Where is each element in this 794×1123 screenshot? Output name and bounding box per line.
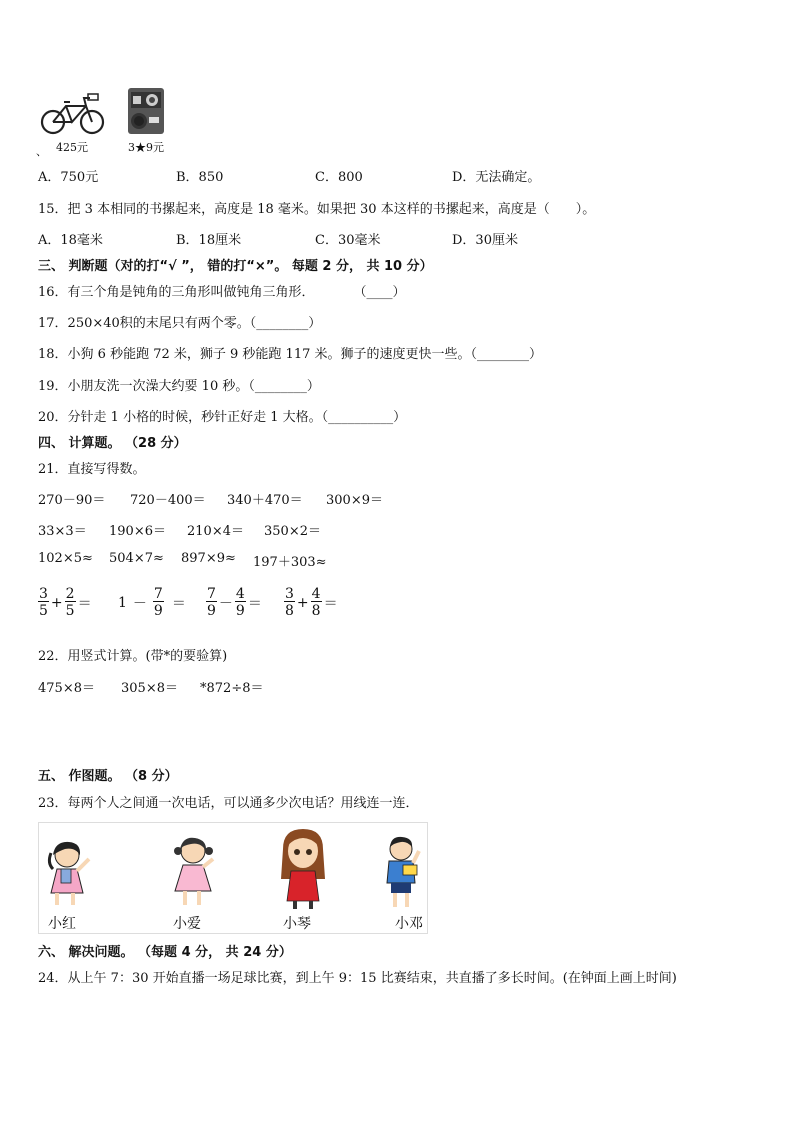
boy-illustration <box>379 835 427 911</box>
speaker-icon <box>127 87 165 135</box>
calc-item: 102×5≈ <box>38 551 93 566</box>
child-name: 小红 <box>48 916 76 932</box>
bicycle-price: 425元 <box>56 141 88 154</box>
calc-item: 350×2＝ <box>264 524 321 539</box>
q15-option-a: A．18毫米 <box>38 233 103 248</box>
section-6-title: 六、 解决问题。 （每题 4 分， 共 24 分） <box>38 945 292 960</box>
fraction: $\frac{3}{8}$ <box>285 586 294 619</box>
speaker-price: 3★9元 <box>128 141 164 154</box>
section-5-title: 五、 作图题。 （8 分） <box>38 769 178 784</box>
q14-option-d: D．无法确定。 <box>452 170 541 185</box>
children-picture <box>38 822 428 934</box>
q15-text: 15．把 3 本相同的书摞起来，高度是 18 毫米。如果把 30 本这样的书摞起来，高度是（ ）。 <box>38 202 596 217</box>
q23-text: 23．每两个人之间通一次电话，可以通多少次电话？用线连一连． <box>38 796 419 811</box>
vertical-calc-item: 475×8＝ <box>38 681 95 696</box>
bicycle-picture <box>40 92 106 140</box>
calc-item: 340＋470＝ <box>227 493 303 508</box>
girl-2-illustration <box>169 835 223 909</box>
q15-option-c: C．30毫米 <box>315 233 381 248</box>
q18-text: 18．小狗 6 秒能跑 72 米，狮子 9 秒能跑 117 米。狮子的速度更快一些。（________） <box>38 347 542 362</box>
calc-item: 897×9≈ <box>181 551 236 566</box>
calc-item: 190×6＝ <box>109 524 166 539</box>
vertical-calc-item: 305×8＝ <box>121 681 178 696</box>
fraction-expression-1: $\frac{3}{5}$ + $\frac{2}{5}$ ＝ <box>39 586 92 619</box>
q14-option-c: C．800 <box>315 170 363 185</box>
section-3-title: 三、 判断题（对的打“√ ”， 错的打“×”。 每题 2 分， 共 10 分） <box>38 259 433 274</box>
q15-option-b: B．18厘米 <box>176 233 242 248</box>
girl-3-illustration <box>275 827 331 911</box>
q20-text: 20．分针走 1 小格的时候，秒针正好走 1 大格。（__________） <box>38 410 407 425</box>
calc-item: 720－400＝ <box>130 493 206 508</box>
calc-item: 210×4＝ <box>187 524 244 539</box>
fraction-expression-4: $\frac{3}{8}$ + $\frac{4}{8}$ ＝ <box>285 586 338 619</box>
q22-text: 22．用竖式计算。(带*的要验算) <box>38 649 228 664</box>
calc-item: 33×3＝ <box>38 524 87 539</box>
vertical-calc-item: *872÷8＝ <box>200 681 264 696</box>
child-name: 小邓 <box>395 916 423 932</box>
speaker-picture <box>127 87 165 139</box>
fraction: $\frac{7}{9}$ <box>207 586 216 619</box>
q14-option-a: A．750元 <box>38 170 99 185</box>
calc-item: 270－90＝ <box>38 493 106 508</box>
girl-1-illustration <box>45 839 99 909</box>
q14-option-b: B．850 <box>176 170 224 185</box>
fraction-expression-3: $\frac{7}{9}$ － $\frac{4}{9}$ ＝ <box>207 586 262 619</box>
bicycle-icon <box>40 92 106 136</box>
q16-text: 16．有三个角是钝角的三角形叫做钝角三角形． （____） <box>38 285 406 300</box>
fraction: $\frac{2}{5}$ <box>65 586 75 619</box>
q24-text: 24．从上午 7：30 开始直播一场足球比赛，到上午 9：15 比赛结束，共直播了多长时间。(在钟面上画上时间) <box>38 971 677 986</box>
fraction: $\frac{7}{9}$ <box>153 586 163 619</box>
q15-option-d: D．30厘米 <box>452 233 518 248</box>
section-4-title: 四、 计算题。 （28 分） <box>38 436 187 451</box>
fraction: $\frac{4}{9}$ <box>235 586 245 619</box>
list-mark: 、 <box>36 145 47 158</box>
q21-text: 21．直接写得数。 <box>38 462 146 477</box>
child-name: 小爱 <box>173 916 201 932</box>
calc-item: 504×7≈ <box>109 551 164 566</box>
q19-text: 19．小朋友洗一次澡大约要 10 秒。（________） <box>38 379 320 394</box>
calc-item: 197＋303≈ <box>253 555 327 570</box>
calc-item: 300×9＝ <box>326 493 383 508</box>
fraction-expression-2: 1 － $\frac{7}{9}$ ＝ <box>118 586 186 619</box>
fraction: $\frac{4}{8}$ <box>311 586 321 619</box>
child-name: 小琴 <box>283 916 311 932</box>
q17-text: 17．250×40积的末尾只有两个零。（________） <box>38 316 322 331</box>
fraction: $\frac{3}{5}$ <box>39 586 48 619</box>
